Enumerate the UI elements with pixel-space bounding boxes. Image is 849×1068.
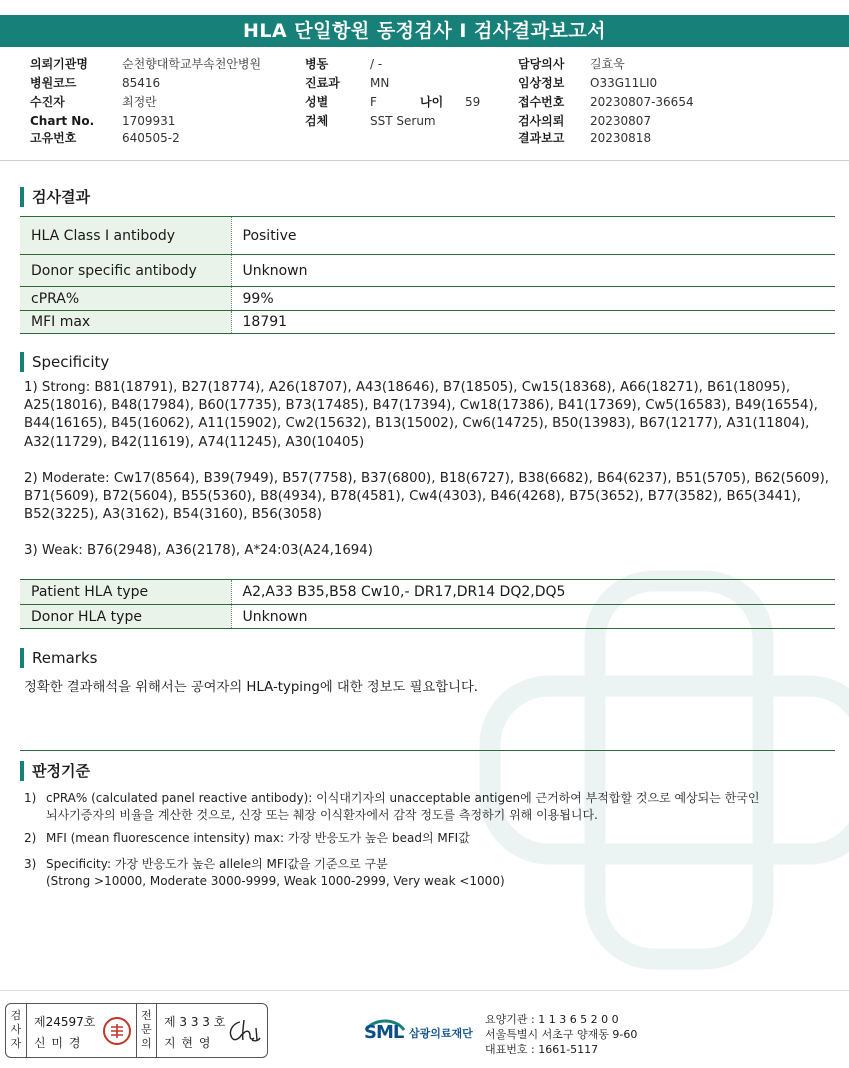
result-value: 18791	[231, 311, 835, 334]
signature-icon	[226, 1018, 262, 1044]
label-clinical-info: 임상정보	[518, 76, 565, 90]
table-row	[20, 255, 835, 287]
criteria-line: 뇌사기증자의 비율을 계산한 것으로, 신장 또는 췌장 이식환자에서 감작 정도를 측정하기 위해 이용됩니다.	[46, 807, 598, 822]
value-unique-id: 640505-2	[122, 131, 180, 145]
criteria-num: 2)	[24, 831, 37, 845]
results-table	[20, 216, 835, 334]
value-ward: / -	[370, 57, 383, 71]
label-specimen: 검체	[305, 114, 329, 128]
footer-divider	[0, 990, 849, 991]
table-row	[20, 217, 835, 255]
results-section-title: 검사결과	[20, 187, 90, 207]
sml-logo-text: SML	[364, 1022, 404, 1043]
label-physician: 담당의사	[518, 57, 565, 71]
hla-key: Patient HLA type	[20, 580, 231, 605]
value-hospital-code: 85416	[122, 76, 161, 90]
institution-code: 요양기관 : 1 1 3 6 5 2 0 0	[485, 1013, 619, 1026]
result-key: HLA Class I antibody	[20, 217, 231, 255]
label-department: 진료과	[305, 76, 340, 90]
label-result-report: 결과보고	[518, 131, 565, 145]
specificity-weak: 3) Weak: B76(2948), A36(2178), A*24:03(A24,1694)	[24, 543, 373, 559]
examiner-name: 신 미 경	[34, 1036, 82, 1050]
label-hospital-code: 병원코드	[30, 76, 77, 90]
examiner-label-text: 검사자	[10, 1009, 22, 1050]
header-col3	[518, 55, 718, 148]
criteria-divider	[20, 750, 835, 751]
header-col1	[30, 55, 280, 148]
label-patient: 수진자	[30, 95, 65, 109]
specificity-list	[24, 379, 839, 579]
value-sex: F	[370, 95, 377, 109]
value-department: MN	[370, 76, 390, 90]
hla-value: Unknown	[231, 605, 835, 629]
label-sex: 성별	[305, 95, 329, 109]
header-col2	[305, 55, 505, 131]
result-value: 99%	[231, 287, 835, 311]
specialist-license: 제 3 3 3 호	[164, 1015, 226, 1029]
criteria-item	[24, 856, 824, 890]
criteria-item	[24, 790, 824, 824]
header-divider	[0, 160, 849, 161]
seal-stamp-icon	[102, 1016, 132, 1046]
examiner-label	[6, 1004, 27, 1057]
value-physician: 길효욱	[590, 57, 625, 71]
label-ward: 병동	[305, 57, 329, 71]
result-value: Positive	[231, 217, 835, 255]
label-chart-no: Chart No.	[30, 114, 95, 128]
remarks-text: 정확한 결과해석을 위해서는 공여자의 HLA-typing에 대한 정보도 필요합니다.	[24, 680, 479, 695]
label-receipt-no: 접수번호	[518, 95, 565, 109]
value-receipt-no: 20230807-36654	[590, 95, 694, 109]
specificity-strong: 1) Strong: B81(18791), B27(18774), A26(18707), A43(18646), B7(18505), Cw15(18368), A66(18271), B61(18095), A25(18016), B48(17984), B60(17735), B73(17485), B47(17394), Cw18(17386), B41(17369), Cw5(16583), B49(16554), B44(16165), B45(16062), A11(15902), Cw2(15632), B13(15002), Cw6(14725), B50(13983), B67(12177), A31(11804), A32(11729), B42(11619), A74(11245), A30(10405)	[24, 380, 818, 450]
value-specimen: SST Serum	[370, 114, 436, 128]
org-name: 삼광의료재단	[409, 1027, 473, 1040]
address: 서울특별시 서초구 양재동 9-60	[485, 1028, 638, 1041]
criteria-num: 3)	[24, 857, 37, 871]
result-key: Donor specific antibody	[20, 255, 231, 287]
criteria-line: Specificity: 가장 반응도가 높은 allele의 MFI값을 기준으로 구분	[46, 857, 388, 871]
criteria-num: 1)	[24, 791, 37, 805]
specialist-label-text: 전문의	[141, 1009, 152, 1050]
hla-value: A2,A33 B35,B58 Cw10,- DR17,DR14 DQ2,DQ5	[231, 580, 835, 605]
specialist-label	[136, 1004, 157, 1057]
value-patient: 최정란	[122, 95, 157, 109]
value-chart-no: 1709931	[122, 114, 176, 128]
table-row	[20, 605, 835, 629]
table-row	[20, 311, 835, 334]
label-requesting-institution: 의뢰기관명	[30, 57, 88, 71]
criteria-line: (Strong >10000, Moderate 3000-9999, Weak 1000-2999, Very weak <1000)	[46, 873, 505, 888]
value-requesting-institution: 순천향대학교부속천안병원	[122, 57, 262, 71]
value-test-request: 20230807	[590, 114, 652, 128]
result-key: MFI max	[20, 311, 231, 334]
examiner-license: 제24597호	[34, 1015, 96, 1029]
label-test-request: 검사의뢰	[518, 114, 565, 128]
footer-info	[485, 1012, 637, 1057]
result-value: Unknown	[231, 255, 835, 287]
table-row	[20, 287, 835, 311]
label-unique-id: 고유번호	[30, 131, 77, 145]
report-title: HLA 단일항원 동정검사 I 검사결과보고서	[0, 15, 849, 47]
value-clinical-info: O33G11LI0	[590, 76, 658, 90]
result-key: cPRA%	[20, 287, 231, 311]
hla-key: Donor HLA type	[20, 605, 231, 629]
value-age: 59	[465, 95, 481, 109]
specificity-section-title: Specificity	[20, 352, 109, 372]
hla-type-table	[20, 579, 835, 629]
table-row	[20, 580, 835, 605]
criteria-line: MFI (mean fluorescence intensity) max: 가장 반응도가 높은 bead의 MFI값	[46, 831, 470, 845]
criteria-line: cPRA% (calculated panel reactive antibody): 이식대기자의 unacceptable antigen에 근거하여 부적합할 것으로 예상되는 한국인	[46, 791, 760, 805]
criteria-section-title: 판정기준	[20, 761, 90, 781]
phone: 대표번호 : 1661-5117	[485, 1043, 599, 1056]
specificity-moderate: 2) Moderate: Cw17(8564), B39(7949), B57(7758), B37(6800), B18(6727), B38(6682), B64(6237), B51(5705), B62(5609), B71(5609), B72(5604), B55(5360), B8(4934), B78(4581), Cw4(4303), B46(4268), B75(3652), B77(3582), B65(3441), B52(3225), A3(3162), B54(3160), B56(3058)	[24, 470, 830, 523]
value-result-report: 20230818	[590, 131, 652, 145]
signature-box	[5, 1003, 268, 1058]
remarks-section-title: Remarks	[20, 648, 97, 668]
specialist-name: 지 현 영	[164, 1036, 212, 1050]
criteria-item	[24, 830, 824, 848]
label-age: 나이	[420, 95, 444, 109]
